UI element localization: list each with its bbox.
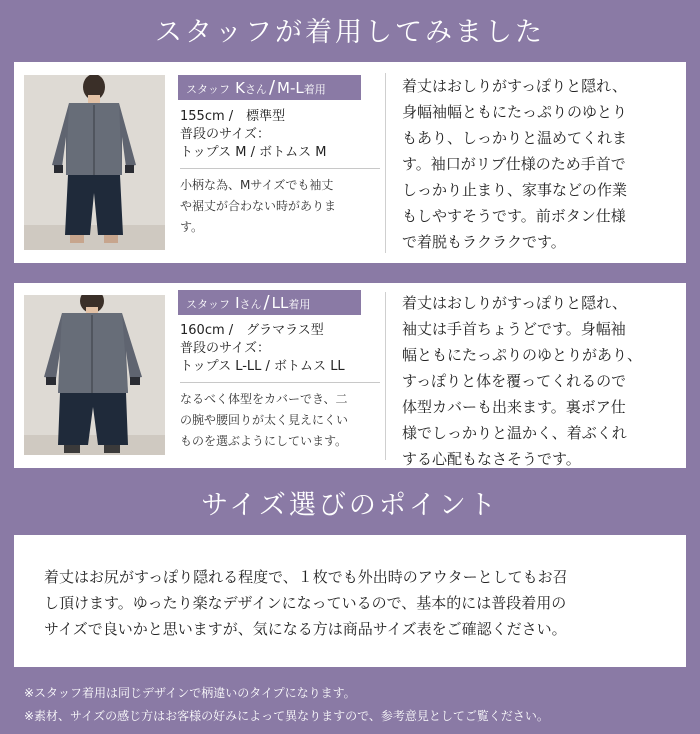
comment-line: 着丈はおしりがすっぽりと隠れ、 <box>402 77 628 95</box>
comment-line: で着脱もラクラクです。 <box>402 233 566 251</box>
comment-line: もしやすそうです。前ボタン仕様 <box>402 207 626 225</box>
tag-san: さん <box>239 298 262 311</box>
comment-line: すっぽりと体を覆ってくれるので <box>402 372 627 390</box>
footnote-reference: ※素材、サイズの感じ方はお客様の好みによって異なりますので、参考意見としてご覧ください。 <box>24 709 549 723</box>
staff-i-photo <box>24 295 165 455</box>
size-point-section-title: サイズ選びのポイント <box>201 490 499 521</box>
comment-line: 体型カバーも出来ます。裏ボア仕 <box>402 398 626 416</box>
staff-card-i <box>14 283 686 468</box>
tag-staff-name: K <box>235 79 245 97</box>
comment-line: 袖丈は手首ちょうどです。身幅袖 <box>402 320 626 338</box>
staff-k-note <box>180 175 370 238</box>
info-usual-size: トップス M / ボトムス M <box>180 145 327 160</box>
note-line: ものを選ぶようにしています。 <box>180 434 348 448</box>
tag-size: LL <box>271 294 289 312</box>
note-line: なるべく体型をカバーでき、二 <box>180 392 348 406</box>
size-point-box <box>14 535 686 667</box>
note-line: の腕や腰回りが太く見えにくい <box>180 413 349 427</box>
size-point-line: 着丈はお尻がすっぽり隠れる程度で、１枚でも外出時のアウターとしてもお召 <box>44 568 568 586</box>
comment-line: 着丈はおしりがすっぽりと隠れ、 <box>402 294 628 312</box>
comment-line: しっかり止まり、家事などの作業 <box>402 181 628 199</box>
tag-size: M-L <box>277 79 304 97</box>
divider <box>180 168 380 169</box>
staff-k-photo <box>24 75 165 250</box>
staff-k-size-tag: スタッフ Kさん / M-L着用 <box>178 75 361 100</box>
comment-line: もあり、しっかりと温めてくれま <box>402 129 628 147</box>
comment-line: する心配もなさそうです。 <box>402 450 581 468</box>
tag-suffix: 着用 <box>303 83 326 96</box>
tag-staff-name: I <box>235 294 240 312</box>
info-usual-size: トップス L-LL / ボトムス LL <box>180 359 345 374</box>
comment-line: 幅ともにたっぷりのゆとりがあり、 <box>402 346 643 364</box>
staff-k-comment <box>402 73 678 255</box>
tag-san: さん <box>244 83 267 96</box>
comment-line: す。袖口がリブ仕様のため手首で <box>402 155 626 173</box>
note-line: す。 <box>180 220 204 234</box>
tag-suffix: 着用 <box>288 298 311 311</box>
vertical-divider <box>385 73 386 253</box>
staff-section-title: スタッフが着用してみました <box>155 17 545 48</box>
size-point-line: サイズで良いかと思いますが、気になる方は商品サイズ表をご確認ください。 <box>44 620 567 638</box>
comment-line: 身幅袖幅ともにたっぷりのゆとり <box>402 103 628 121</box>
tag-prefix: スタッフ <box>186 83 230 96</box>
staff-k-info <box>180 108 390 162</box>
info-height: 160cm / グラマラス型 <box>180 323 324 338</box>
size-point-text <box>44 564 664 642</box>
footnote-pattern: ※スタッフ着用は同じデザインで柄違いのタイプになります。 <box>24 686 356 700</box>
staff-i-comment <box>402 290 678 472</box>
staff-i-note <box>180 389 370 452</box>
vertical-divider <box>385 292 386 460</box>
note-line: 小柄な為、Mサイズでも袖丈 <box>180 178 334 192</box>
note-line: や裾丈が合わない時がありま <box>180 199 337 213</box>
info-usual-size-label: 普段のサイズ： <box>180 127 270 142</box>
staff-i-info <box>180 322 390 376</box>
staff-card-k <box>14 62 686 263</box>
divider <box>180 382 380 383</box>
info-height: 155cm / 標準型 <box>180 109 286 124</box>
info-usual-size-label: 普段のサイズ： <box>180 341 270 356</box>
comment-line: 様でしっかりと温かく、着ぶくれ <box>402 424 627 442</box>
staff-i-size-tag: スタッフ Iさん / LL着用 <box>178 290 361 315</box>
tag-prefix: スタッフ <box>186 298 230 311</box>
size-point-line: し頂けます。ゆったり楽なデザインになっているので、基本的には普段着用の <box>44 594 567 612</box>
